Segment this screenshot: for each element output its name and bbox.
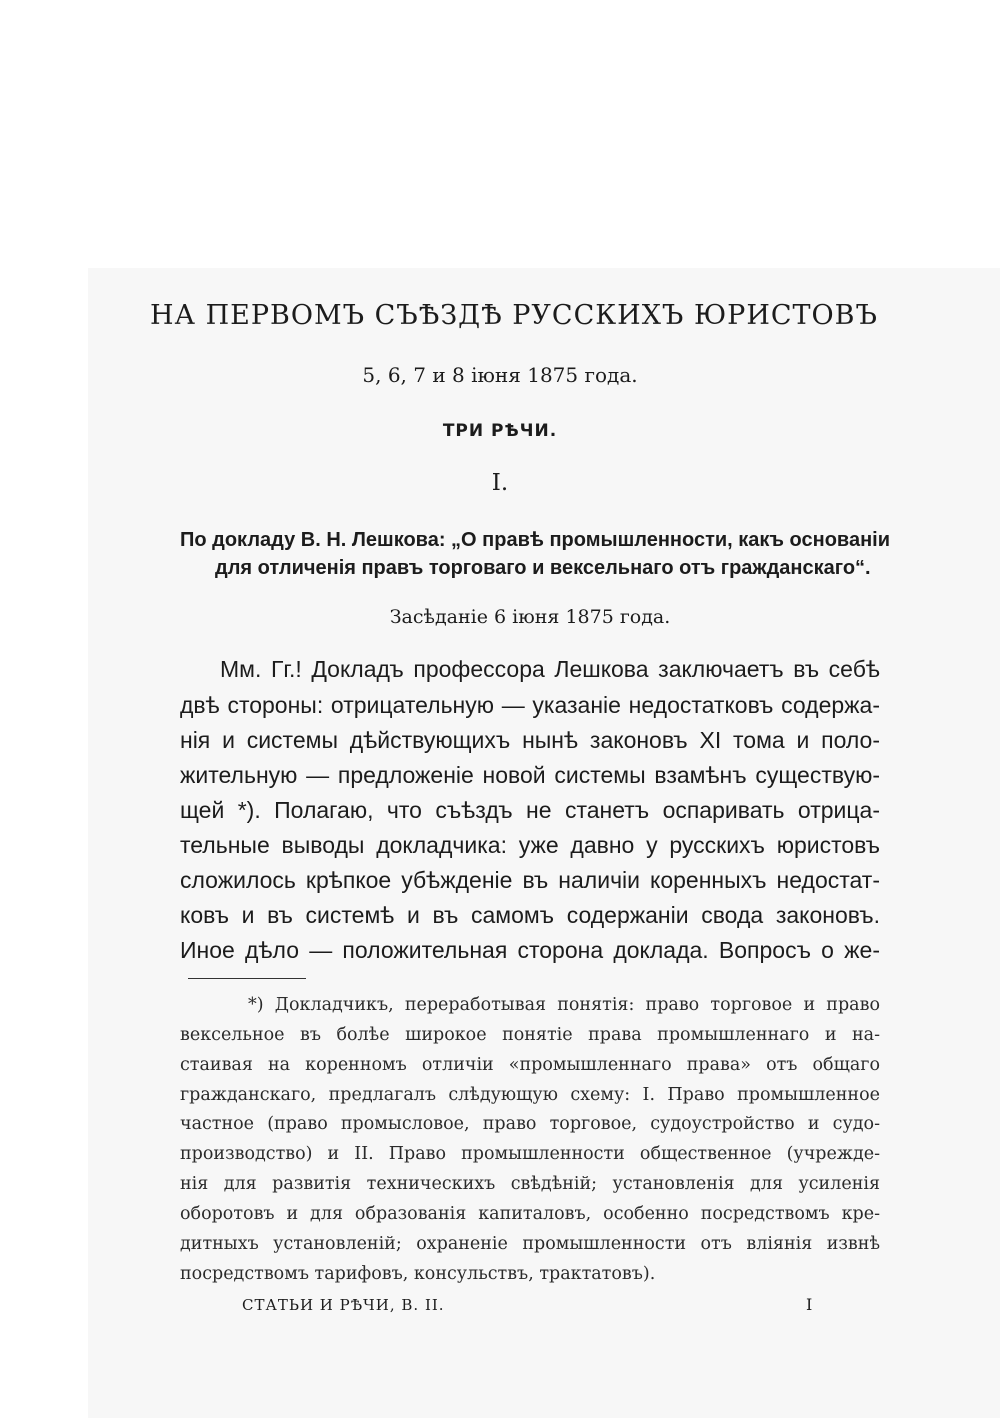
footnote-line: стаивая на коренномъ отличіи «промышленнаго права» отъ общаго <box>180 1055 880 1075</box>
body-text-line: нія и системы дѣйствующихъ нынѣ законовъ XI тома и поло- <box>180 727 880 753</box>
footnote-line: вексельное въ болѣе широкое понятіе права промышленнаго и на- <box>180 1025 880 1045</box>
body-text-line: Мм. Гг.! Докладъ профессора Лешкова заключаетъ въ себѣ <box>220 656 880 682</box>
congress-dates: 5, 6, 7 и 8 іюня 1875 года. <box>362 363 638 387</box>
footnote-line: гражданскаго, предлагалъ слѣдующую схему: I. Право промышленное <box>180 1085 880 1105</box>
body-text-line: щей *). Полагаю, что съѣздъ не станетъ оспаривать отрица- <box>180 797 880 823</box>
footnote-line: *) Докладчикъ, переработывая понятія: право торговое и право <box>248 995 880 1015</box>
body-text-line: жительную — предложеніе новой системы взамѣнъ существую- <box>180 762 880 788</box>
body-text-line: Иное дѣло — положительная сторона доклада. Вопросъ о же- <box>180 937 880 963</box>
body-text-line: тельные выводы докладчика: уже давно у русскихъ юристовъ <box>180 832 880 858</box>
chapter-title: НА ПЕРВОМЪ СЪѢЗДѢ РУССКИХЪ ЮРИСТОВЪ <box>150 300 878 331</box>
body-text-line: двѣ стороны: отрицательную — указаніе недостатковъ содержа- <box>180 692 880 718</box>
footnote-line: нія для развитія техническихъ свѣдѣній; установленія для усиленія <box>180 1174 880 1194</box>
session-date: Засѣданіе 6 іюня 1875 года. <box>389 606 671 628</box>
footnote-line: посредствомъ тарифовъ, консульствъ, трактатовъ). <box>180 1264 656 1284</box>
speeches-label: ТРИ РѢЧИ. <box>442 421 558 441</box>
footnote-line: частное (право промысловое, право торговое, судоустройство и судо- <box>180 1114 880 1134</box>
speech-heading-line: для отличенія правъ торговаго и вексельнаго отъ гражданскаго“. <box>215 557 871 579</box>
footnote-line: производство) и II. Право промышленности общественное (учрежде- <box>180 1144 880 1164</box>
footnote-separator <box>188 978 306 979</box>
section-number: I. <box>491 470 509 496</box>
footnote-line: оборотовъ и для образованія капиталовъ, особенно посредствомъ кре- <box>180 1204 880 1224</box>
running-footer: СТАТЬИ И РѢЧИ, В. II. <box>242 1296 445 1314</box>
speech-heading-line: По докладу В. Н. Лешкова: „О правѣ промышленности, какъ основаніи <box>180 529 891 551</box>
body-text-line: ковъ и въ системѣ и въ самомъ содержаніи свода законовъ. <box>180 902 880 928</box>
footnote-line: дитныхъ установленій; охраненіе промышленности отъ вліянія извнѣ <box>180 1234 880 1254</box>
page-number: I <box>806 1295 813 1314</box>
body-text-line: сложилось крѣпкое убѣжденіе въ наличіи коренныхъ недостат- <box>180 867 880 893</box>
